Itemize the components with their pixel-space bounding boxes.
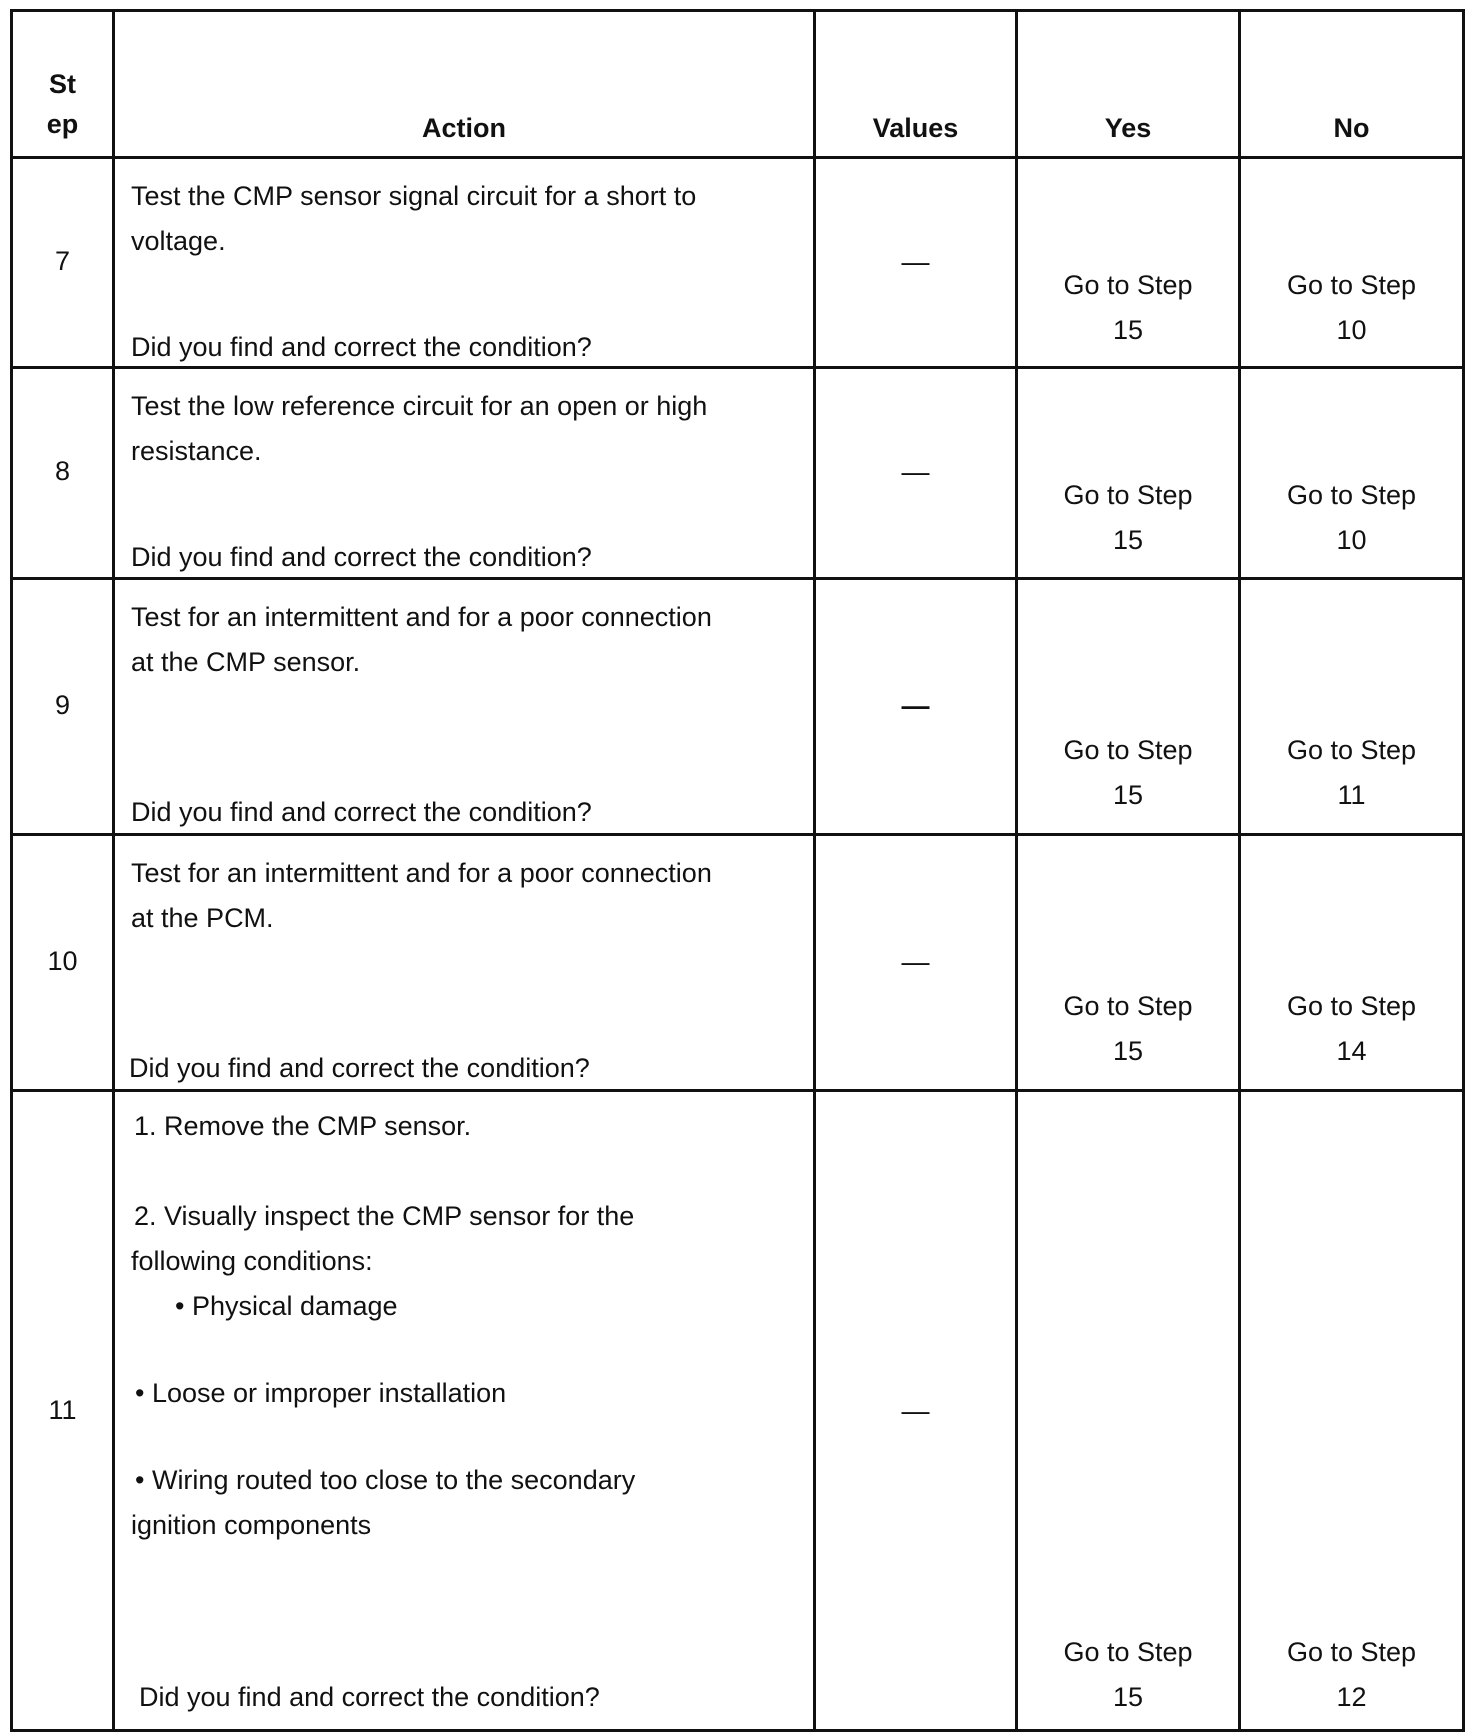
- step-cell: [12, 835, 114, 1091]
- no-cell: [1240, 1091, 1464, 1731]
- header-step-line2: ep: [46, 109, 79, 139]
- action-bullet: • Physical damage: [175, 1291, 398, 1321]
- values-dash: —: [901, 246, 930, 277]
- header-yes: Yes: [1017, 11, 1240, 158]
- no-cell: [1240, 158, 1464, 368]
- no-cell: [1240, 579, 1464, 835]
- action-line: resistance.: [131, 436, 262, 466]
- action-question: Did you find and correct the condition?: [131, 542, 592, 572]
- yes-goto-step: 15: [1112, 1036, 1144, 1066]
- table-row: [12, 158, 1464, 368]
- yes-goto-label: Go to Step: [1063, 735, 1193, 765]
- step-cell: [12, 1091, 114, 1731]
- values-cell: [815, 1091, 1017, 1731]
- no-cell: [1240, 368, 1464, 579]
- table-row: [12, 1091, 1464, 1731]
- yes-cell: [1017, 158, 1240, 368]
- action-line: Test for an intermittent and for a poor connection: [131, 602, 712, 632]
- step-number: 10: [47, 946, 78, 976]
- action-question: Did you find and correct the condition?: [139, 1682, 600, 1712]
- no-goto-step: 11: [1337, 780, 1366, 810]
- yes-goto-label: Go to Step: [1063, 991, 1193, 1021]
- yes-goto-step: 15: [1112, 780, 1144, 810]
- no-goto-label: Go to Step: [1286, 1637, 1417, 1667]
- action-cell: [114, 579, 815, 835]
- yes-cell: [1017, 579, 1240, 835]
- yes-goto-label: Go to Step: [1063, 1637, 1193, 1667]
- no-goto-label: Go to Step: [1286, 991, 1417, 1021]
- header-step-line1: St: [49, 69, 76, 99]
- action-bullet: • Wiring routed too close to the secondary: [135, 1465, 636, 1495]
- header-row: [12, 11, 1464, 158]
- action-question: Did you find and correct the condition?: [131, 797, 592, 827]
- values-cell: [815, 158, 1017, 368]
- action-line: ignition components: [131, 1510, 372, 1540]
- values-cell: [815, 579, 1017, 835]
- diagnostic-table: [10, 9, 1465, 1732]
- action-line: Test the low reference circuit for an open or high: [131, 391, 708, 421]
- step-number: 8: [54, 456, 71, 486]
- no-goto-step: 10: [1336, 315, 1367, 345]
- action-line: Test the CMP sensor signal circuit for a short to: [131, 181, 697, 211]
- values-dash: —: [901, 456, 930, 487]
- no-goto-label: Go to Step: [1286, 480, 1417, 510]
- values-cell: [815, 835, 1017, 1091]
- action-question: Did you find and correct the condition?: [129, 1053, 590, 1083]
- no-goto-label: Go to Step: [1286, 270, 1417, 300]
- action-line: voltage.: [131, 226, 226, 256]
- action-cell: [114, 1091, 815, 1731]
- yes-goto-label: Go to Step: [1063, 270, 1193, 300]
- values-dash: —: [901, 690, 930, 721]
- step-number: 11: [48, 1395, 77, 1425]
- values-dash: —: [901, 946, 930, 977]
- step-number: 7: [54, 246, 71, 276]
- header-no: No: [1240, 11, 1464, 158]
- action-step-2: 2. Visually inspect the CMP sensor for the: [134, 1201, 635, 1231]
- action-cell: [114, 158, 815, 368]
- no-cell: [1240, 835, 1464, 1091]
- yes-goto-step: 15: [1112, 1682, 1144, 1712]
- header-values: Values: [815, 11, 1017, 158]
- step-cell: [12, 579, 114, 835]
- step-number: 9: [54, 690, 71, 720]
- header-action: Action: [114, 11, 815, 158]
- table-row: [12, 835, 1464, 1091]
- no-goto-step: 10: [1336, 525, 1367, 555]
- yes-goto-label: Go to Step: [1063, 480, 1193, 510]
- action-question: Did you find and correct the condition?: [131, 332, 592, 362]
- step-cell: [12, 158, 114, 368]
- table-row: [12, 579, 1464, 835]
- action-bullet: • Loose or improper installation: [135, 1378, 507, 1408]
- values-cell: [815, 368, 1017, 579]
- action-cell: [114, 368, 815, 579]
- step-cell: [12, 368, 114, 579]
- action-line: following conditions:: [131, 1246, 373, 1276]
- yes-cell: [1017, 1091, 1240, 1731]
- no-goto-label: Go to Step: [1286, 735, 1417, 765]
- yes-goto-step: 15: [1112, 315, 1144, 345]
- header-step: [12, 11, 114, 158]
- yes-cell: [1017, 368, 1240, 579]
- action-line: Test for an intermittent and for a poor connection: [131, 858, 712, 888]
- table-row: [12, 368, 1464, 579]
- action-line: at the PCM.: [131, 903, 274, 933]
- values-dash: —: [901, 1395, 930, 1426]
- action-cell: [114, 835, 815, 1091]
- no-goto-step: 12: [1336, 1682, 1367, 1712]
- yes-cell: [1017, 835, 1240, 1091]
- no-goto-step: 14: [1336, 1036, 1367, 1066]
- action-line: at the CMP sensor.: [131, 647, 361, 677]
- yes-goto-step: 15: [1112, 525, 1144, 555]
- action-step-1: 1. Remove the CMP sensor.: [134, 1111, 472, 1141]
